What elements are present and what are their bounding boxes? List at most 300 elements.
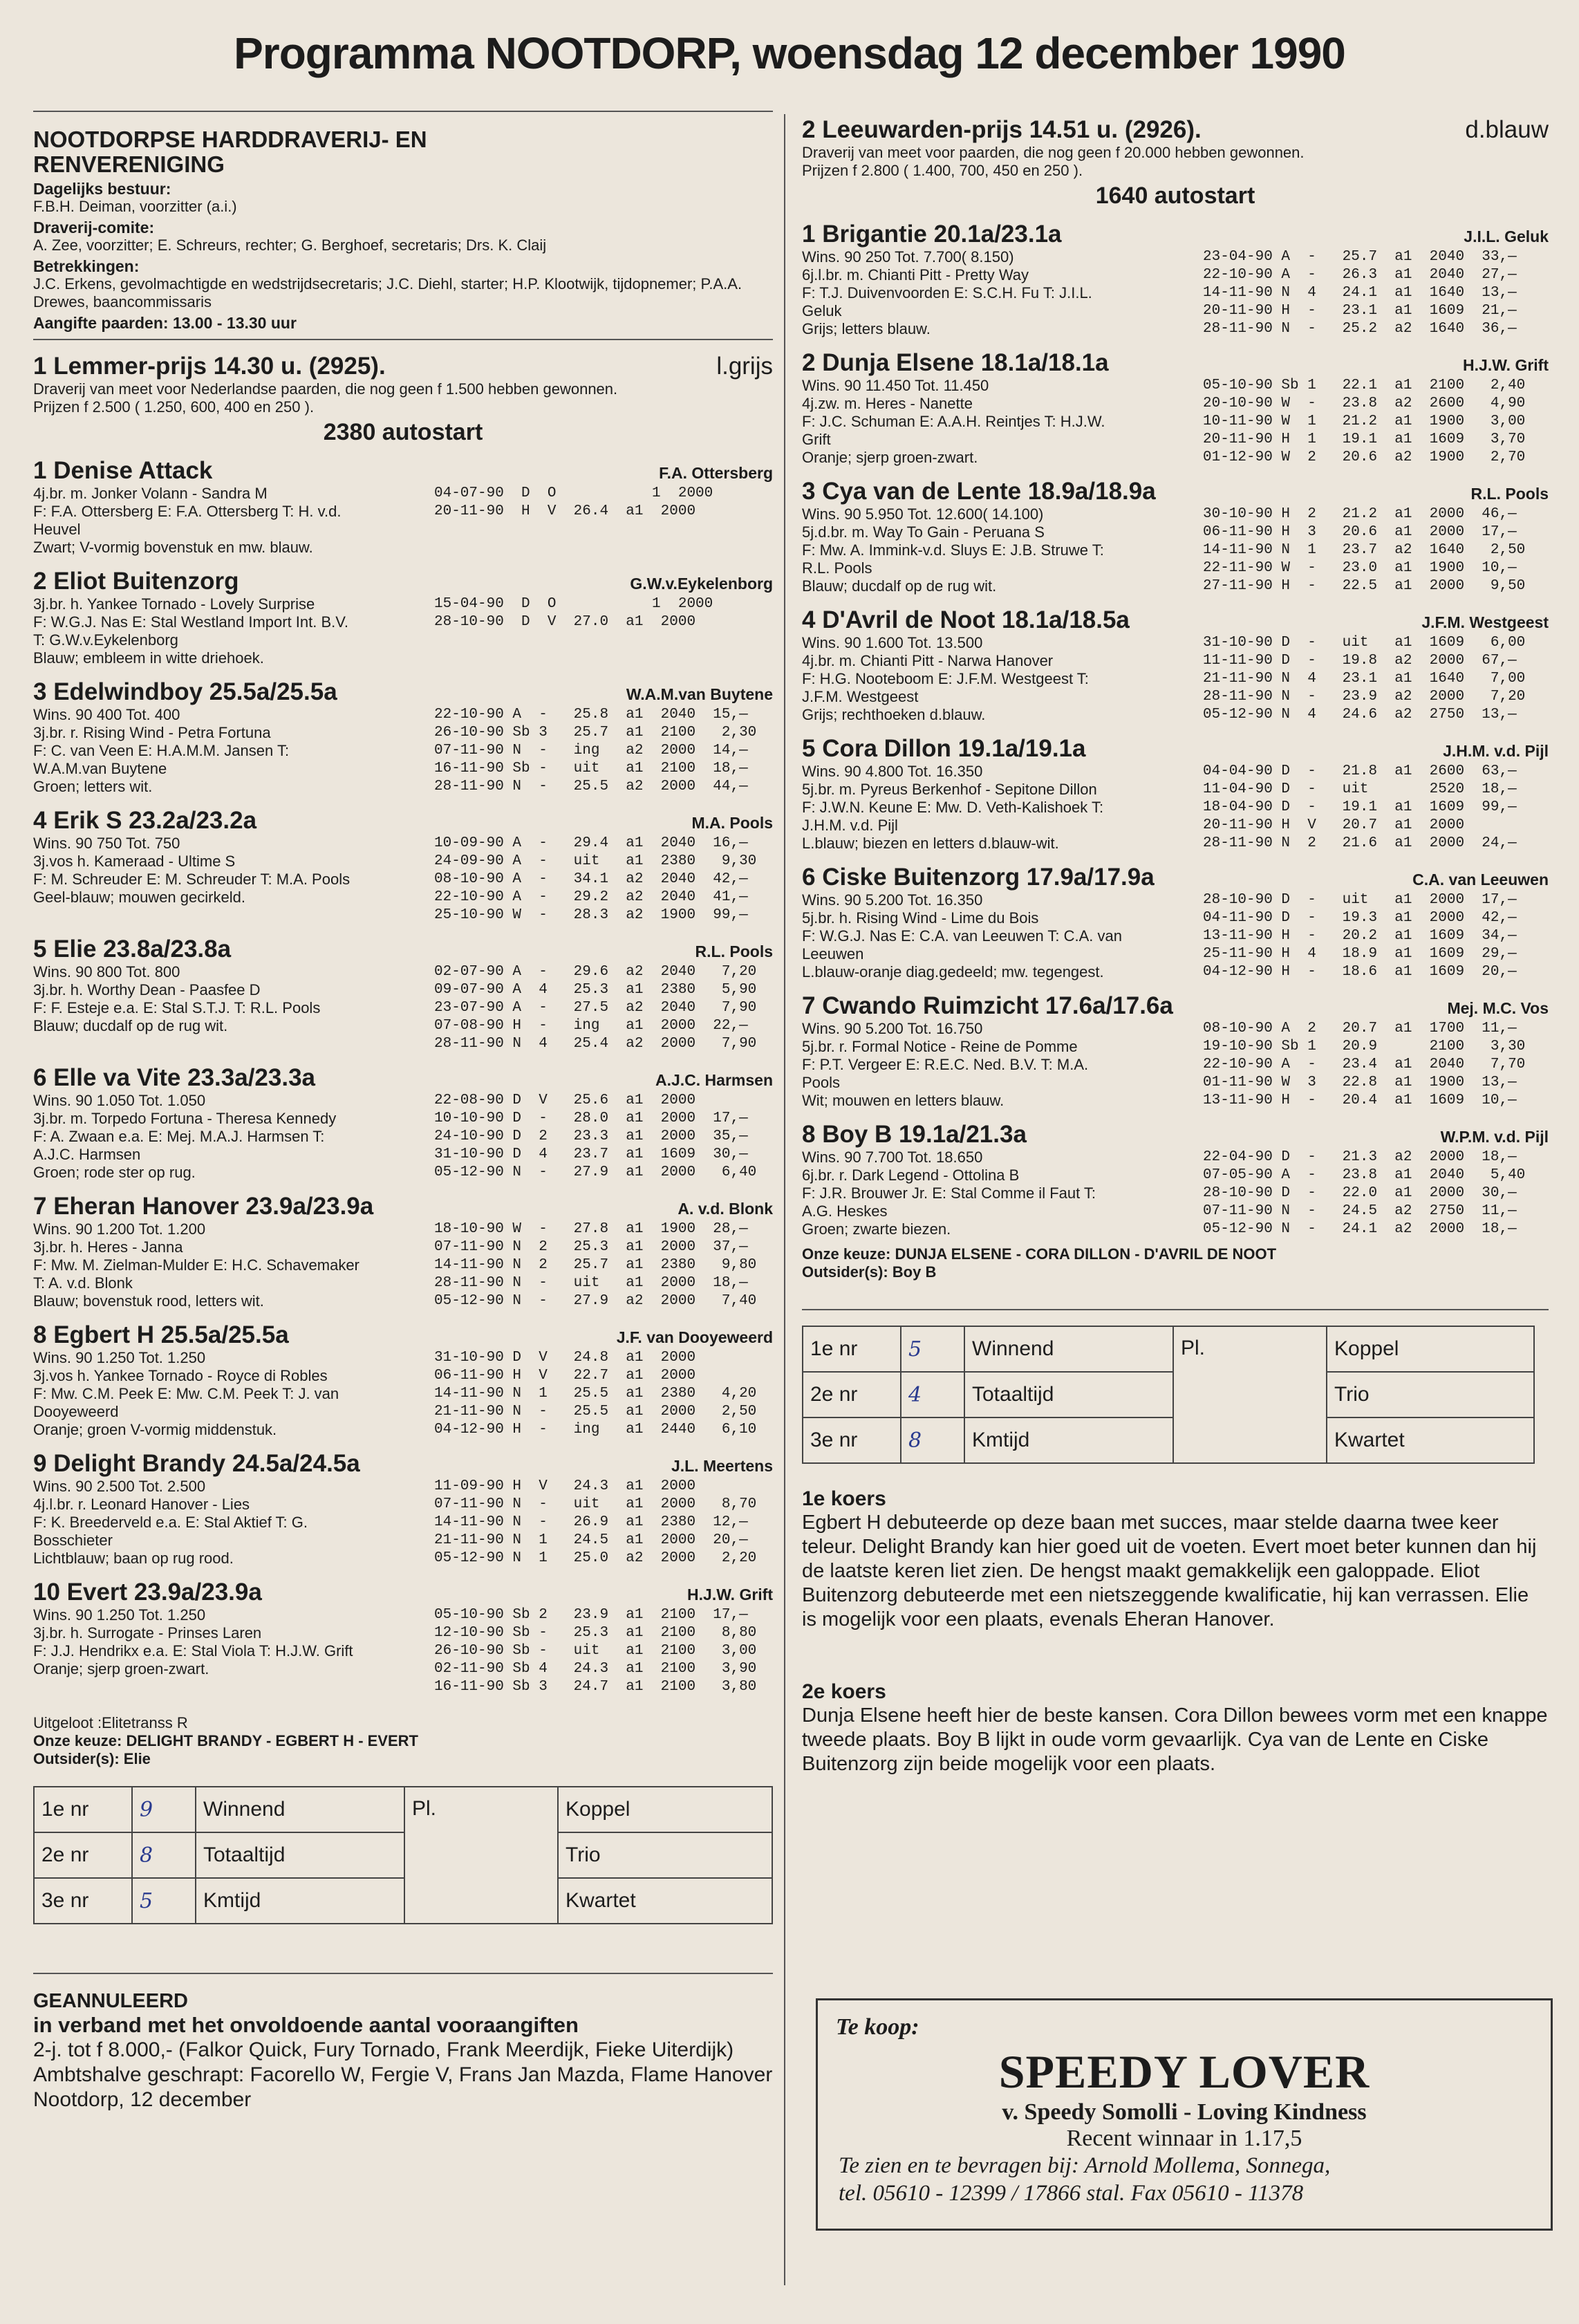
horse-info-line: T: A. v.d. Blonk	[33, 1274, 133, 1292]
horse-info	[33, 963, 434, 1053]
horse-info-line: F: M. Schreuder E: M. Schreuder T: M.A. Pools	[33, 871, 351, 888]
horse-info	[33, 835, 434, 924]
horse-name: 7 Eheran Hanover 23.9a/23.9a	[33, 1193, 374, 1220]
horse-entry	[802, 1121, 1549, 1238]
horse-performances	[1203, 377, 1549, 467]
performance-line: 22-11-90 W - 23.0 a1 1900 10,—	[1203, 560, 1517, 576]
horse-body	[802, 1020, 1549, 1110]
horse-trainer: H.J.W. Grift	[687, 1586, 773, 1603]
horse-info	[802, 377, 1203, 467]
horse-info-line: Leeuwen	[802, 945, 864, 963]
horse-info-line: 3j.br. h. Worthy Dean - Paasfee D	[33, 981, 261, 998]
performance-line: 05-12-90 N 1 25.0 a2 2000 2,20	[434, 1550, 757, 1566]
row-label: 2e nr	[34, 1832, 132, 1878]
onze-keuze: Onze keuze: DELIGHT BRANDY - EGBERT H - EVERT	[33, 1732, 418, 1749]
horse-body	[33, 1220, 773, 1310]
performance-line: 28-10-90 D - 22.0 a1 2000 30,—	[1203, 1185, 1517, 1201]
horse-info-line: F: Mw. C.M. Peek E: Mw. C.M. Peek T: J. van	[33, 1385, 339, 1402]
right-column	[802, 111, 1549, 1776]
race-1	[33, 353, 773, 1924]
horse-entry	[802, 606, 1549, 724]
horse-trainer: G.W.v.Eykelenborg	[630, 575, 773, 593]
performance-line: 22-10-90 A - 26.3 a1 2040 27,—	[1203, 267, 1517, 283]
horse-trainer: R.L. Pools	[695, 942, 773, 960]
horse-name: 1 Brigantie 20.1a/23.1a	[802, 221, 1062, 248]
horse-info-line: 3j.br. h. Yankee Tornado - Lovely Surprise	[33, 595, 315, 613]
horse-performances	[434, 1220, 773, 1310]
horse-trainer: J.L. Meertens	[671, 1457, 773, 1475]
performance-line: 26-10-90 Sb - uit a1 2100 3,00	[434, 1643, 757, 1659]
row-label: 1e nr	[34, 1787, 132, 1832]
horse-header	[802, 221, 1549, 248]
horse-header	[33, 1193, 773, 1220]
horse-header	[802, 478, 1549, 505]
horse-info	[802, 763, 1203, 853]
horse-info-line: Wins. 90 400 Tot. 400	[33, 706, 180, 723]
horse-info-line: F: J.J. Hendrikx e.a. E: Stal Viola T: H.J.W. Grift	[33, 1642, 353, 1660]
horse-header	[33, 936, 773, 963]
horse-performances	[434, 595, 773, 667]
race-header	[802, 116, 1549, 144]
performance-line: 30-10-90 H 2 21.2 a1 2000 46,—	[1203, 506, 1517, 522]
performance-line: 14-11-90 N 4 24.1 a1 1640 13,—	[1203, 285, 1517, 301]
performance-line: 04-07-90 D O 1 2000	[434, 485, 713, 501]
bet-type: Winnend	[196, 1787, 404, 1832]
performance-line: 22-10-90 A - 23.4 a1 2040 7,70	[1203, 1057, 1526, 1072]
horse-trainer: J.F. van Dooyeweerd	[616, 1328, 773, 1346]
horse-name: 3 Edelwindboy 25.5a/25.5a	[33, 678, 337, 705]
horse-name: 3 Cya van de Lente 18.9a/18.9a	[802, 478, 1156, 505]
performance-line: 04-12-90 H - 18.6 a1 1609 20,—	[1203, 964, 1517, 980]
handwritten-number[interactable]: 5	[901, 1326, 964, 1372]
horse-performances	[434, 485, 773, 557]
horse-info-line: Heuvel	[33, 521, 81, 538]
horse-info-line: A.G. Heskes	[802, 1202, 888, 1220]
horse-info-line: F: K. Breederveld e.a. E: Stal Aktief T: G.	[33, 1514, 308, 1531]
horse-info-line: Wins. 90 5.950 Tot. 12.600( 14.100)	[802, 505, 1044, 523]
performance-line: 18-10-90 W - 27.8 a1 1900 28,—	[434, 1221, 748, 1237]
horse-name: 4 Erik S 23.2a/23.2a	[33, 807, 257, 834]
horse-info	[802, 505, 1203, 595]
horse-entry	[33, 457, 773, 557]
table-row	[34, 1878, 772, 1924]
horse-body	[33, 1349, 773, 1439]
row-label: 3e nr	[803, 1417, 901, 1463]
horse-info-line: Wins. 90 5.200 Tot. 16.350	[802, 891, 983, 909]
horse-info-line: R.L. Pools	[802, 559, 872, 577]
horse-header	[802, 864, 1549, 891]
horse-header	[802, 349, 1549, 377]
bet-table	[802, 1326, 1535, 1464]
performance-line: 13-11-90 H - 20.2 a1 1609 34,—	[1203, 928, 1517, 944]
performance-line: 07-11-90 N - 24.5 a2 2750 11,—	[1203, 1203, 1517, 1219]
horse-info-line: Grijs; letters blauw.	[802, 320, 931, 337]
horse-entry	[802, 735, 1549, 853]
plaats-cell[interactable]: Pl.	[404, 1787, 558, 1924]
horse-info-line: F: J.C. Schuman E: A.A.H. Reintjes T: H.J.W.	[802, 413, 1105, 430]
performance-line: 20-10-90 W - 23.8 a2 2600 4,90	[1203, 396, 1526, 411]
horse-info-line: Wins. 90 1.600 Tot. 13.500	[802, 634, 983, 651]
bet-type: Winnend	[964, 1326, 1173, 1372]
performance-line: 22-04-90 D - 21.3 a2 2000 18,—	[1203, 1149, 1517, 1165]
geannuleerd-rule	[33, 1973, 773, 1974]
horse-entry	[33, 568, 773, 667]
performance-line: 09-07-90 A 4 25.3 a1 2380 5,90	[434, 982, 757, 998]
horse-info-line: 6j.br. r. Dark Legend - Ottolina B	[802, 1166, 1020, 1184]
performance-line: 24-10-90 D 2 23.3 a1 2000 35,—	[434, 1128, 748, 1144]
horse-entry	[33, 936, 773, 1053]
horse-trainer: A. v.d. Blonk	[678, 1200, 773, 1218]
koers-1-title: 1e koers	[802, 1487, 886, 1510]
horse-body	[33, 1478, 773, 1568]
horse-info-line: 3j.vos h. Kameraad - Ultime S	[33, 853, 236, 870]
performance-line: 10-11-90 W 1 21.2 a1 1900 3,00	[1203, 413, 1526, 429]
horse-info-line: 6j.l.br. m. Chianti Pitt - Pretty Way	[802, 266, 1029, 283]
horse-info	[802, 634, 1203, 724]
horse-info-line: W.A.M.van Buytene	[33, 760, 167, 777]
performance-line: 02-11-90 Sb 4 24.3 a1 2100 3,90	[434, 1661, 757, 1677]
performance-line: 28-11-90 N - 25.2 a2 1640 36,—	[1203, 321, 1517, 337]
geannuleerd-text: 2-j. tot f 8.000,- (Falkor Quick, Fury Tornado, Frank Meerdijk, Fieke Uiterdijk)	[33, 2038, 734, 2061]
performance-line: 10-09-90 A - 29.4 a1 2040 16,—	[434, 835, 748, 851]
handwritten-number[interactable]: 4	[901, 1372, 964, 1417]
horse-performances	[434, 1349, 773, 1439]
race-prizes: Prijzen f 2.800 ( 1.400, 700, 450 en 250 ).	[802, 162, 1083, 179]
horse-trainer: J.H.M. v.d. Pijl	[1443, 742, 1549, 760]
horse-body	[802, 505, 1549, 595]
bet-type[interactable]: Trio	[1327, 1372, 1534, 1417]
horse-info-line: Blauw; embleem in witte driehoek.	[33, 649, 264, 667]
horse-header	[802, 1121, 1549, 1149]
advertisement	[816, 1998, 1553, 2231]
org-name-line1: NOOTDORPSE HARDDRAVERIJ- EN	[33, 127, 427, 152]
horse-trainer: Mej. M.C. Vos	[1447, 999, 1549, 1017]
horse-header	[33, 807, 773, 835]
horse-entry	[33, 1193, 773, 1310]
ad-heading: Te koop:	[836, 2014, 919, 2040]
bet-rule	[802, 1309, 1549, 1310]
page-title: Programma NOOTDORP, woensdag 12 december 1990	[234, 28, 1345, 78]
horse-info-line: Geluk	[802, 302, 842, 319]
horse-trainer: C.A. van Leeuwen	[1412, 871, 1549, 889]
horse-trainer: H.J.W. Grift	[1463, 356, 1549, 374]
horse-info-line: L.blauw-oranje diag.gedeeld; mw. tegengest.	[802, 963, 1104, 980]
horse-info-line: Oranje; sjerp groen-zwart.	[802, 449, 978, 466]
horse-body	[802, 1149, 1549, 1238]
performance-line: 22-10-90 A - 25.8 a1 2040 15,—	[434, 707, 748, 723]
horse-entry	[33, 1064, 773, 1182]
horse-info-line: Wins. 90 1.050 Tot. 1.050	[33, 1092, 206, 1109]
koers-2-section	[802, 1680, 1549, 1776]
performance-line: 06-11-90 H 3 20.6 a1 2000 17,—	[1203, 524, 1517, 540]
horse-info	[33, 1220, 434, 1310]
ad-contact: Te zien en te bevragen bij: Arnold Mollema, Sonnega,	[839, 2153, 1331, 2178]
ad-recent: Recent winnaar in 1.17,5	[1066, 2126, 1302, 2151]
performance-line: 23-04-90 A - 25.7 a1 2040 33,—	[1203, 249, 1517, 265]
performance-line: 16-11-90 Sb - uit a1 2100 18,—	[434, 761, 748, 777]
horse-info-line: T: G.W.v.Eykelenborg	[33, 631, 178, 649]
horse-info-line: Wins. 90 4.800 Tot. 16.350	[802, 763, 983, 780]
horse-info-line: F: T.J. Duivenvoorden E: S.C.H. Fu T: J.I.L.	[802, 284, 1092, 301]
performance-line: 20-11-90 H - 23.1 a1 1609 21,—	[1203, 303, 1517, 319]
horse-performances	[434, 835, 773, 924]
performance-line: 25-11-90 H 4 18.9 a1 1609 29,—	[1203, 946, 1517, 962]
horse-info-line: Groen; letters wit.	[33, 778, 153, 795]
horse-name: 5 Cora Dillon 19.1a/19.1a	[802, 735, 1086, 762]
horse-body	[33, 1092, 773, 1182]
horse-info-line: F: F.A. Ottersberg E: F.A. Ottersberg T: H. v.d.	[33, 503, 342, 520]
horse-body	[802, 377, 1549, 467]
horse-info-line: Wins. 90 1.250 Tot. 1.250	[33, 1349, 206, 1366]
performance-line: 22-10-90 A - 29.2 a2 2040 41,—	[434, 889, 748, 905]
horse-performances	[1203, 505, 1549, 595]
horse-trainer: R.L. Pools	[1470, 485, 1549, 503]
performance-line: 20-11-90 H V 26.4 a1 2000	[434, 503, 696, 519]
horse-info-line: 5j.br. h. Rising Wind - Lime du Bois	[802, 909, 1039, 927]
race-description: Draverij van meet voor paarden, die nog geen f 20.000 hebben gewonnen.	[802, 144, 1305, 161]
horse-body	[802, 891, 1549, 981]
performance-line: 19-10-90 Sb 1 20.9 2100 3,30	[1203, 1039, 1526, 1054]
horse-list	[33, 457, 773, 1696]
bestuur-text: F.B.H. Deiman, voorzitter (a.i.)	[33, 198, 237, 215]
performance-line: 20-11-90 H V 20.7 a1 2000	[1203, 817, 1465, 833]
betrek-text: J.C. Erkens, gevolmachtigde en wedstrijdsecretaris; J.C. Diehl, starter; H.P. Klootwijk, tijdopnemer; P.A.A. Drewes, baancommissaris	[33, 275, 742, 310]
performance-line: 28-11-90 N - uit a1 2000 18,—	[434, 1275, 748, 1291]
performance-line: 06-11-90 H V 22.7 a1 2000	[434, 1368, 696, 1384]
horse-entry	[33, 807, 773, 924]
column-divider	[784, 114, 785, 2285]
aangifte-text: Aangifte paarden: 13.00 - 13.30 uur	[33, 314, 297, 332]
horse-info	[802, 248, 1203, 338]
handwritten-number[interactable]: 8	[132, 1832, 196, 1878]
horse-info-line: 3j.br. r. Rising Wind - Petra Fortuna	[33, 724, 271, 741]
performance-line: 24-09-90 A - uit a1 2380 9,30	[434, 853, 757, 869]
outsider: Outsider(s): Elie	[33, 1750, 151, 1767]
horse-performances	[1203, 1149, 1549, 1238]
horse-info-line: F: W.G.J. Nas E: Stal Westland Import Int. B.V.	[33, 613, 349, 631]
bet-type[interactable]: Koppel	[1327, 1326, 1534, 1372]
bet-type[interactable]: Kwartet	[558, 1878, 772, 1924]
horse-info-line: F: A. Zwaan e.a. E: Mej. M.A.J. Harmsen T:	[33, 1128, 325, 1145]
performance-line: 15-04-90 D O 1 2000	[434, 596, 713, 612]
performance-line: 04-11-90 D - 19.3 a1 2000 42,—	[1203, 910, 1517, 926]
horse-trainer: W.P.M. v.d. Pijl	[1440, 1128, 1549, 1146]
horse-trainer: F.A. Ottersberg	[659, 464, 773, 482]
horse-info	[33, 706, 434, 796]
performance-line: 01-11-90 W 3 22.8 a1 1900 13,—	[1203, 1075, 1517, 1090]
performance-line: 13-11-90 H - 20.4 a1 1609 10,—	[1203, 1093, 1517, 1108]
horse-info-line: 3j.br. h. Surrogate - Prinses Laren	[33, 1624, 262, 1642]
ad-pedigree: v. Speedy Somolli - Loving Kindness	[1002, 2099, 1367, 2125]
geschrapt-text: Ambtshalve geschrapt: Facorello W, Fergie V, Frans Jan Mazda, Flame Hanover	[33, 2063, 773, 2086]
horse-info-line: Wit; mouwen en letters blauw.	[802, 1092, 1005, 1109]
horse-header	[802, 735, 1549, 763]
performance-line: 07-08-90 H - ing a1 2000 22,—	[434, 1018, 748, 1034]
performance-line: 08-10-90 A 2 20.7 a1 1700 11,—	[1203, 1021, 1517, 1036]
performance-line: 07-11-90 N - uit a1 2000 8,70	[434, 1496, 757, 1512]
horse-name: 5 Elie 23.8a/23.8a	[33, 936, 232, 963]
horse-info-line: 3j.br. h. Heres - Janna	[33, 1238, 183, 1256]
koers-2-text: Dunja Elsene heeft hier de beste kansen. Cora Dillon bewees vorm met een knappe tweede plaats. Boy B lijkt in oude vorm gevaarlijk. Cya van de Lente en Ciske Buitenzorg zijn beide mogelijk voor een plaats.	[802, 1704, 1548, 1775]
performance-line: 16-11-90 Sb 3 24.7 a1 2100 3,80	[434, 1679, 757, 1695]
handwritten-number[interactable]: 9	[132, 1787, 196, 1832]
horse-performances	[434, 1606, 773, 1696]
performance-line: 14-11-90 N 1 25.5 a1 2380 4,20	[434, 1386, 757, 1402]
horse-performances	[1203, 891, 1549, 981]
geannuleerd-date: Nootdorp, 12 december	[33, 2088, 252, 2111]
koers-2-title: 2e koers	[802, 1680, 886, 1703]
horse-info-line: 4j.l.br. r. Leonard Hanover - Lies	[33, 1496, 250, 1513]
horse-info-line: 5j.br. m. Pyreus Berkenhof - Sepitone Dillon	[802, 781, 1097, 798]
horse-name: 2 Eliot Buitenzorg	[33, 568, 239, 595]
onze-keuze: Onze keuze: DUNJA ELSENE - CORA DILLON - D'AVRIL DE NOOT	[802, 1245, 1277, 1263]
koers-1-section	[802, 1487, 1549, 1632]
performance-line: 28-11-90 N - 25.5 a2 2000 44,—	[434, 779, 748, 794]
race-title: 1 Lemmer-prijs 14.30 u. (2925).	[33, 353, 386, 380]
performance-line: 20-11-90 H 1 19.1 a1 1609 3,70	[1203, 431, 1526, 447]
table-row	[803, 1417, 1534, 1463]
performance-line: 05-12-90 N - 27.9 a2 2000 7,40	[434, 1293, 757, 1309]
horse-performances	[1203, 763, 1549, 853]
performance-line: 14-11-90 N 1 23.7 a2 1640 2,50	[1203, 542, 1526, 558]
bet-type[interactable]: Koppel	[558, 1787, 772, 1832]
horse-entry	[802, 864, 1549, 981]
horse-name: 9 Delight Brandy 24.5a/24.5a	[33, 1450, 360, 1477]
bet-type: Kmtijd	[964, 1417, 1173, 1463]
horse-info-line: Oranje; groen V-vormig middenstuk.	[33, 1421, 277, 1438]
horse-info-line: J.F.M. Westgeest	[802, 688, 919, 705]
horse-entry	[33, 1450, 773, 1568]
performance-line: 05-10-90 Sb 2 23.9 a1 2100 17,—	[434, 1607, 748, 1623]
performance-line: 26-10-90 Sb 3 25.7 a1 2100 2,30	[434, 725, 757, 741]
horse-name: 8 Egbert H 25.5a/25.5a	[33, 1321, 289, 1348]
performance-line: 25-10-90 W - 28.3 a2 1900 99,—	[434, 907, 748, 923]
performance-line: 04-12-90 H - ing a1 2440 6,10	[434, 1422, 757, 1438]
horse-info	[33, 1349, 434, 1439]
comite-label: Draverij-comite:	[33, 219, 155, 236]
horse-info-line: F: W.G.J. Nas E: C.A. van Leeuwen T: C.A. van	[802, 927, 1122, 945]
horse-performances	[434, 1092, 773, 1182]
performance-line: 28-11-90 N 2 21.6 a1 2000 24,—	[1203, 835, 1517, 851]
horse-info-line: F: F. Esteje e.a. E: Stal S.T.J. T: R.L. Pools	[33, 999, 321, 1016]
horse-info-line: 3j.br. m. Torpedo Fortuna - Theresa Kennedy	[33, 1110, 337, 1127]
horse-info-line: 5j.br. r. Formal Notice - Reine de Pomme	[802, 1038, 1078, 1055]
horse-trainer: J.F.M. Westgeest	[1421, 613, 1549, 631]
performance-line: 31-10-90 D V 24.8 a1 2000	[434, 1350, 696, 1366]
performance-line: 08-10-90 A - 34.1 a2 2040 42,—	[434, 871, 748, 887]
performance-line: 21-11-90 N - 25.5 a1 2000 2,50	[434, 1404, 757, 1420]
horse-info	[802, 1020, 1203, 1110]
performance-line: 10-10-90 D - 28.0 a1 2000 17,—	[434, 1110, 748, 1126]
horse-body	[802, 248, 1549, 338]
horse-info-line: Bosschieter	[33, 1532, 113, 1549]
performance-line: 12-10-90 Sb - 25.3 a1 2100 8,80	[434, 1625, 757, 1641]
horse-header	[33, 1321, 773, 1349]
performance-line: 28-11-90 N 4 25.4 a2 2000 7,90	[434, 1036, 757, 1052]
performance-line: 05-12-90 N - 24.1 a2 2000 18,—	[1203, 1221, 1517, 1237]
horse-info-line: Grijs; rechthoeken d.blauw.	[802, 706, 986, 723]
performance-line: 05-12-90 N - 27.9 a1 2000 6,40	[434, 1164, 757, 1180]
horse-info-line: A.J.C. Harmsen	[33, 1146, 141, 1163]
performance-line: 11-11-90 D - 19.8 a2 2000 67,—	[1203, 653, 1517, 669]
performance-line: 22-08-90 D V 25.6 a1 2000	[434, 1093, 696, 1108]
performance-line: 27-11-90 H - 22.5 a1 2000 9,50	[1203, 578, 1526, 594]
horse-body	[33, 1606, 773, 1696]
horse-body	[33, 595, 773, 667]
horse-info-line: Wins. 90 5.200 Tot. 16.750	[802, 1020, 983, 1037]
bet-type[interactable]: Kwartet	[1327, 1417, 1534, 1463]
horse-info	[802, 1149, 1203, 1238]
table-row	[803, 1372, 1534, 1417]
bestuur-label: Dagelijks bestuur:	[33, 180, 171, 198]
horse-name: 6 Ciske Buitenzorg 17.9a/17.9a	[802, 864, 1155, 891]
handwritten-number[interactable]: 5	[132, 1878, 196, 1924]
horse-info-line: 4j.zw. m. Heres - Nanette	[802, 395, 973, 412]
horse-info-line: Oranje; sjerp groen-zwart.	[33, 1660, 209, 1677]
horse-header	[33, 678, 773, 706]
horse-entry	[802, 478, 1549, 595]
horse-body	[802, 763, 1549, 853]
performance-line: 07-11-90 N - ing a2 2000 14,—	[434, 743, 748, 759]
handwritten-number[interactable]: 8	[901, 1417, 964, 1463]
horse-trainer: W.A.M.van Buytene	[626, 685, 773, 703]
horse-info-line: F: P.T. Vergeer E: R.E.C. Ned. B.V. T: M.A.	[802, 1056, 1089, 1073]
horse-body	[33, 835, 773, 924]
performance-line: 21-11-90 N 4 23.1 a1 1640 7,00	[1203, 671, 1526, 687]
top-rule-left	[33, 111, 773, 112]
horse-performances	[1203, 1020, 1549, 1110]
race-title: 2 Leeuwarden-prijs 14.51 u. (2926).	[802, 116, 1202, 143]
bet-type: Totaaltijd	[196, 1832, 404, 1878]
performance-line: 31-10-90 D - uit a1 1609 6,00	[1203, 635, 1526, 651]
performance-line: 05-12-90 N 4 24.6 a2 2750 13,—	[1203, 707, 1517, 723]
horse-info-line: J.H.M. v.d. Pijl	[802, 817, 898, 834]
performance-line: 01-12-90 W 2 20.6 a2 1900 2,70	[1203, 449, 1526, 465]
row-label: 2e nr	[803, 1372, 901, 1417]
horse-performances	[1203, 634, 1549, 724]
performance-line: 28-10-90 D V 27.0 a1 2000	[434, 614, 696, 630]
left-column	[33, 111, 773, 2112]
performance-line: 14-11-90 N 2 25.7 a1 2380 9,80	[434, 1257, 757, 1273]
horse-info-line: Geel-blauw; mouwen gecirkeld.	[33, 889, 245, 906]
horse-info-line: Wins. 90 750 Tot. 750	[33, 835, 180, 852]
geannuleerd-subtitle: in verband met het onvoldoende aantal vooraangiften	[33, 2013, 579, 2037]
race-description: Draverij van meet voor Nederlandse paarden, die nog geen f 1.500 hebben gewonnen.	[33, 380, 618, 398]
performance-line: 31-10-90 D 4 23.7 a1 1609 30,—	[434, 1146, 748, 1162]
horse-info-line: F: H.G. Nooteboom E: J.F.M. Westgeest T:	[802, 670, 1089, 687]
performance-line: 21-11-90 N 1 24.5 a1 2000 20,—	[434, 1532, 748, 1548]
horse-name: 8 Boy B 19.1a/21.3a	[802, 1121, 1027, 1148]
ad-horse-name: SPEEDY LOVER	[998, 2045, 1370, 2098]
plaats-cell[interactable]: Pl.	[1173, 1326, 1327, 1463]
horse-name: 7 Cwando Ruimzicht 17.6a/17.6a	[802, 992, 1173, 1019]
bet-table	[33, 1786, 773, 1924]
horse-body	[33, 485, 773, 557]
performance-line: 04-04-90 D - 21.8 a1 2600 63,—	[1203, 763, 1517, 779]
bet-type[interactable]: Trio	[558, 1832, 772, 1878]
horse-name: 4 D'Avril de Noot 18.1a/18.5a	[802, 606, 1130, 633]
horse-body	[802, 634, 1549, 724]
horse-info	[802, 891, 1203, 981]
race-color: l.grijs	[716, 353, 773, 380]
performance-line: 02-07-90 A - 29.6 a2 2040 7,20	[434, 964, 757, 980]
horse-info-line: L.blauw; biezen en letters d.blauw-wit.	[802, 835, 1059, 852]
horse-performances	[434, 963, 773, 1053]
horse-info	[33, 1606, 434, 1696]
horse-entry	[802, 221, 1549, 338]
horse-info-line: 4j.br. m. Chianti Pitt - Narwa Hanover	[802, 652, 1054, 669]
horse-info	[33, 595, 434, 667]
